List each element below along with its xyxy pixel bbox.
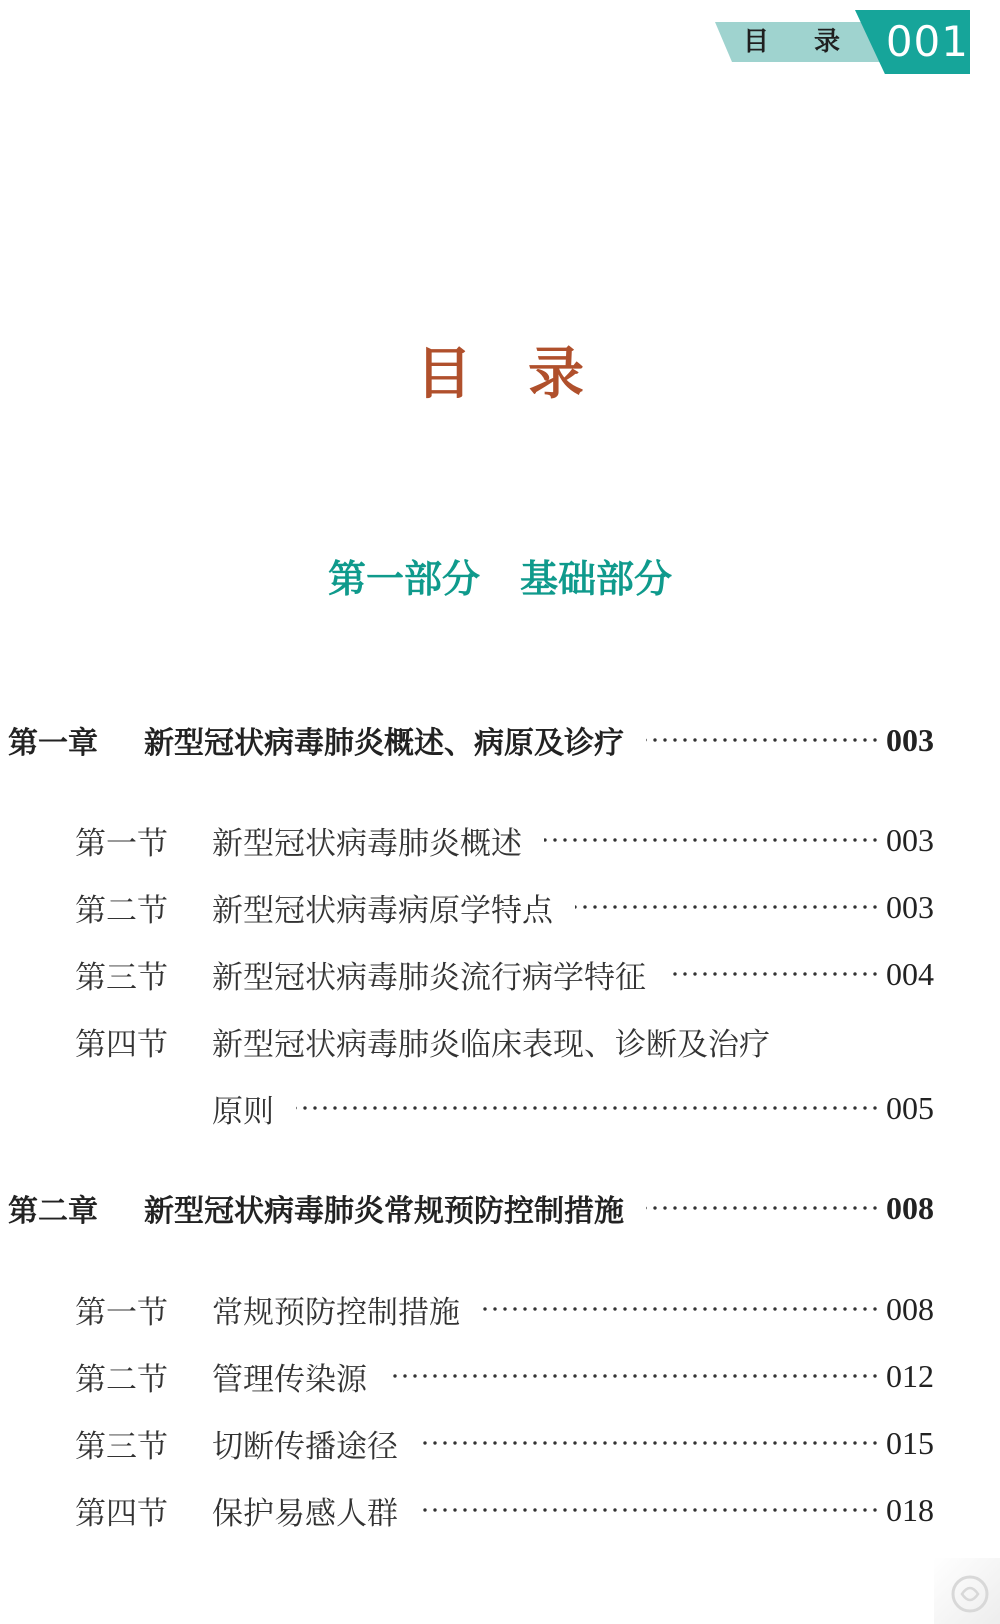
toc-section-2-3[interactable] (75, 1421, 934, 1465)
dot-leader (296, 1086, 880, 1130)
section-title: 新型冠状病毒病原学特点 (212, 892, 553, 929)
section-title-continued: 原则 (212, 1093, 274, 1130)
section-number: 第四节 (75, 1495, 168, 1532)
section-page: 018 (886, 1491, 934, 1528)
header-page-number: 001 (885, 17, 969, 66)
dot-leader (646, 1186, 880, 1230)
corner-watermark (934, 1558, 1000, 1624)
dot-leader (544, 818, 880, 862)
section-page: 003 (886, 888, 934, 925)
part-number: 第一部分 (327, 556, 480, 601)
dot-leader (668, 952, 880, 996)
toc-chapter-1[interactable] (8, 718, 934, 762)
toc-section-1-1[interactable] (75, 818, 934, 862)
section-page: 008 (886, 1290, 934, 1327)
section-number: 第三节 (75, 1428, 168, 1465)
chapter-number: 第二章 (8, 1194, 98, 1229)
section-title: 常规预防控制措施 (212, 1294, 460, 1331)
section-page: 012 (886, 1357, 934, 1394)
part-name: 基础部分 (520, 556, 673, 601)
dot-leader (575, 885, 880, 929)
section-page: 005 (886, 1089, 934, 1126)
section-title: 新型冠状病毒肺炎概述 (212, 825, 522, 862)
section-number: 第二节 (75, 1361, 168, 1398)
section-title: 新型冠状病毒肺炎临床表现、诊断及治疗 (212, 1026, 770, 1063)
section-title: 切断传播途径 (212, 1428, 398, 1465)
section-number: 第三节 (75, 959, 168, 996)
chapter-title: 新型冠状病毒肺炎概述、病原及诊疗 (144, 726, 624, 761)
toc-section-2-4[interactable] (75, 1488, 934, 1532)
dot-leader (389, 1354, 880, 1398)
chapter-number: 第一章 (8, 726, 98, 761)
section-number: 第二节 (75, 892, 168, 929)
dot-leader (420, 1421, 880, 1465)
section-title: 新型冠状病毒肺炎流行病学特征 (212, 959, 646, 996)
dot-leader (482, 1287, 880, 1331)
toc-section-1-3[interactable] (75, 952, 934, 996)
page-title: 目录 (416, 342, 640, 407)
chapter-title: 新型冠状病毒肺炎常规预防控制措施 (144, 1194, 624, 1229)
section-page: 015 (886, 1424, 934, 1461)
header-tab (715, 10, 970, 74)
toc-section-1-4-continued[interactable] (212, 1086, 934, 1130)
watermark-logo-icon (948, 1572, 992, 1616)
part-title (0, 548, 1000, 603)
section-number: 第一节 (75, 825, 168, 862)
header-section-label: 目 录 (743, 27, 859, 57)
section-page: 003 (886, 821, 934, 858)
chapter-page: 008 (886, 1189, 934, 1226)
section-page: 004 (886, 955, 934, 992)
section-number: 第四节 (75, 1026, 168, 1063)
section-title: 保护易感人群 (212, 1495, 398, 1532)
dot-leader (646, 718, 880, 762)
toc-section-2-2[interactable] (75, 1354, 934, 1398)
toc-chapter-2[interactable] (8, 1186, 934, 1230)
chapter-page: 003 (886, 721, 934, 758)
toc-section-1-4[interactable] (75, 1019, 934, 1063)
dot-leader (420, 1488, 880, 1532)
section-number: 第一节 (75, 1294, 168, 1331)
toc-section-1-2[interactable] (75, 885, 934, 929)
section-title: 管理传染源 (212, 1361, 367, 1398)
toc-section-2-1[interactable] (75, 1287, 934, 1331)
